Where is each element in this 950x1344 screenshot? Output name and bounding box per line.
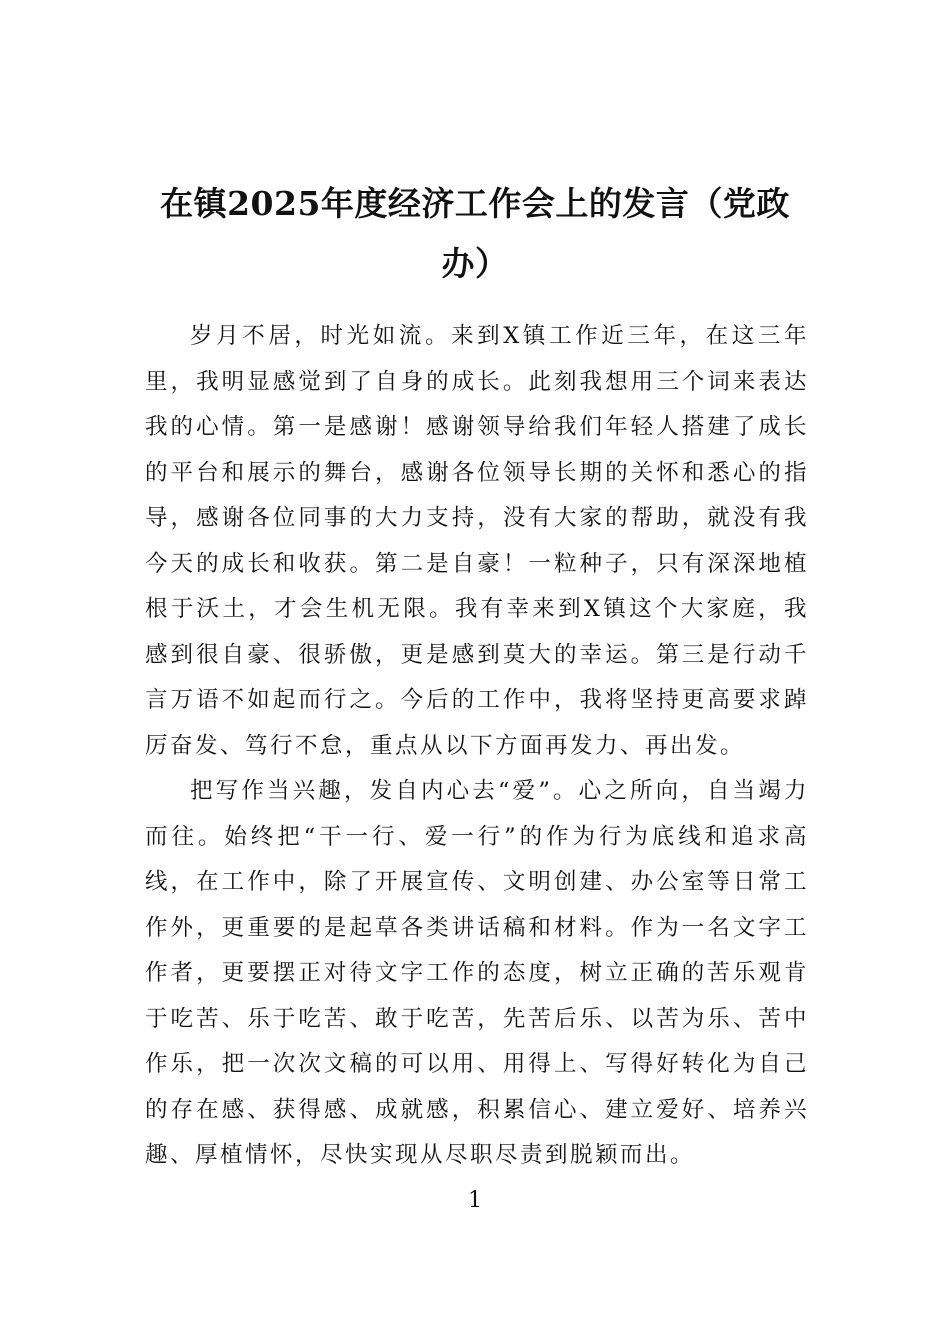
paragraph-2: 把写作当兴趣，发自内心去“爱”。心之所向，自当竭力而往。始终把“干一行、爱一行”的作为行为底线和追求高线，在工作中，除了开展宣传、文明创建、办公室等日常工作外，更重要的是起草各类讲话稿和材料。作为一名文字工作者，更要摆正对待文字工作的态度，树立正确的苦乐观肯于吃苦、乐于吃苦、敢于吃苦，先苦后乐、以苦为乐、苦中作乐，把一次次文稿的可以用、用得上、写得好转化为自己的存在感、获得感、成就感，积累信心、建立爱好、培养兴趣、厚植情怀，尽快实现从尽职尽责到脱颖而出。 [145,778,809,1168]
paragraph-1: 岁月不居，时光如流。来到X镇工作近三年，在这三年里，我明显感觉到了自身的成长。此刻我想用三个词来表达我的心情。第一是感谢！感谢领导给我们年轻人搭建了成长的平台和展示的舞台，感谢各位领导长期的关怀和悉心的指导，感谢各位同事的大力支持，没有大家的帮助，就没有我今天的成长和收获。第二是自豪！一粒种子，只有深深地植根于沃土，才会生机无限。我有幸来到X镇这个大家庭，我感到很自豪、很骄傲，更是感到莫大的幸运。第三是行动千言万语不如起而行之。今后的工作中，我将坚持更高要求踔厉奋发、笃行不怠，重点从以下方面再发力、再出发。 [145,323,809,759]
document-body [145,314,809,1179]
document-title: 在镇2025年度经济工作会上的发言（党政办） [160,184,790,283]
page-number: 1 [468,1188,482,1213]
